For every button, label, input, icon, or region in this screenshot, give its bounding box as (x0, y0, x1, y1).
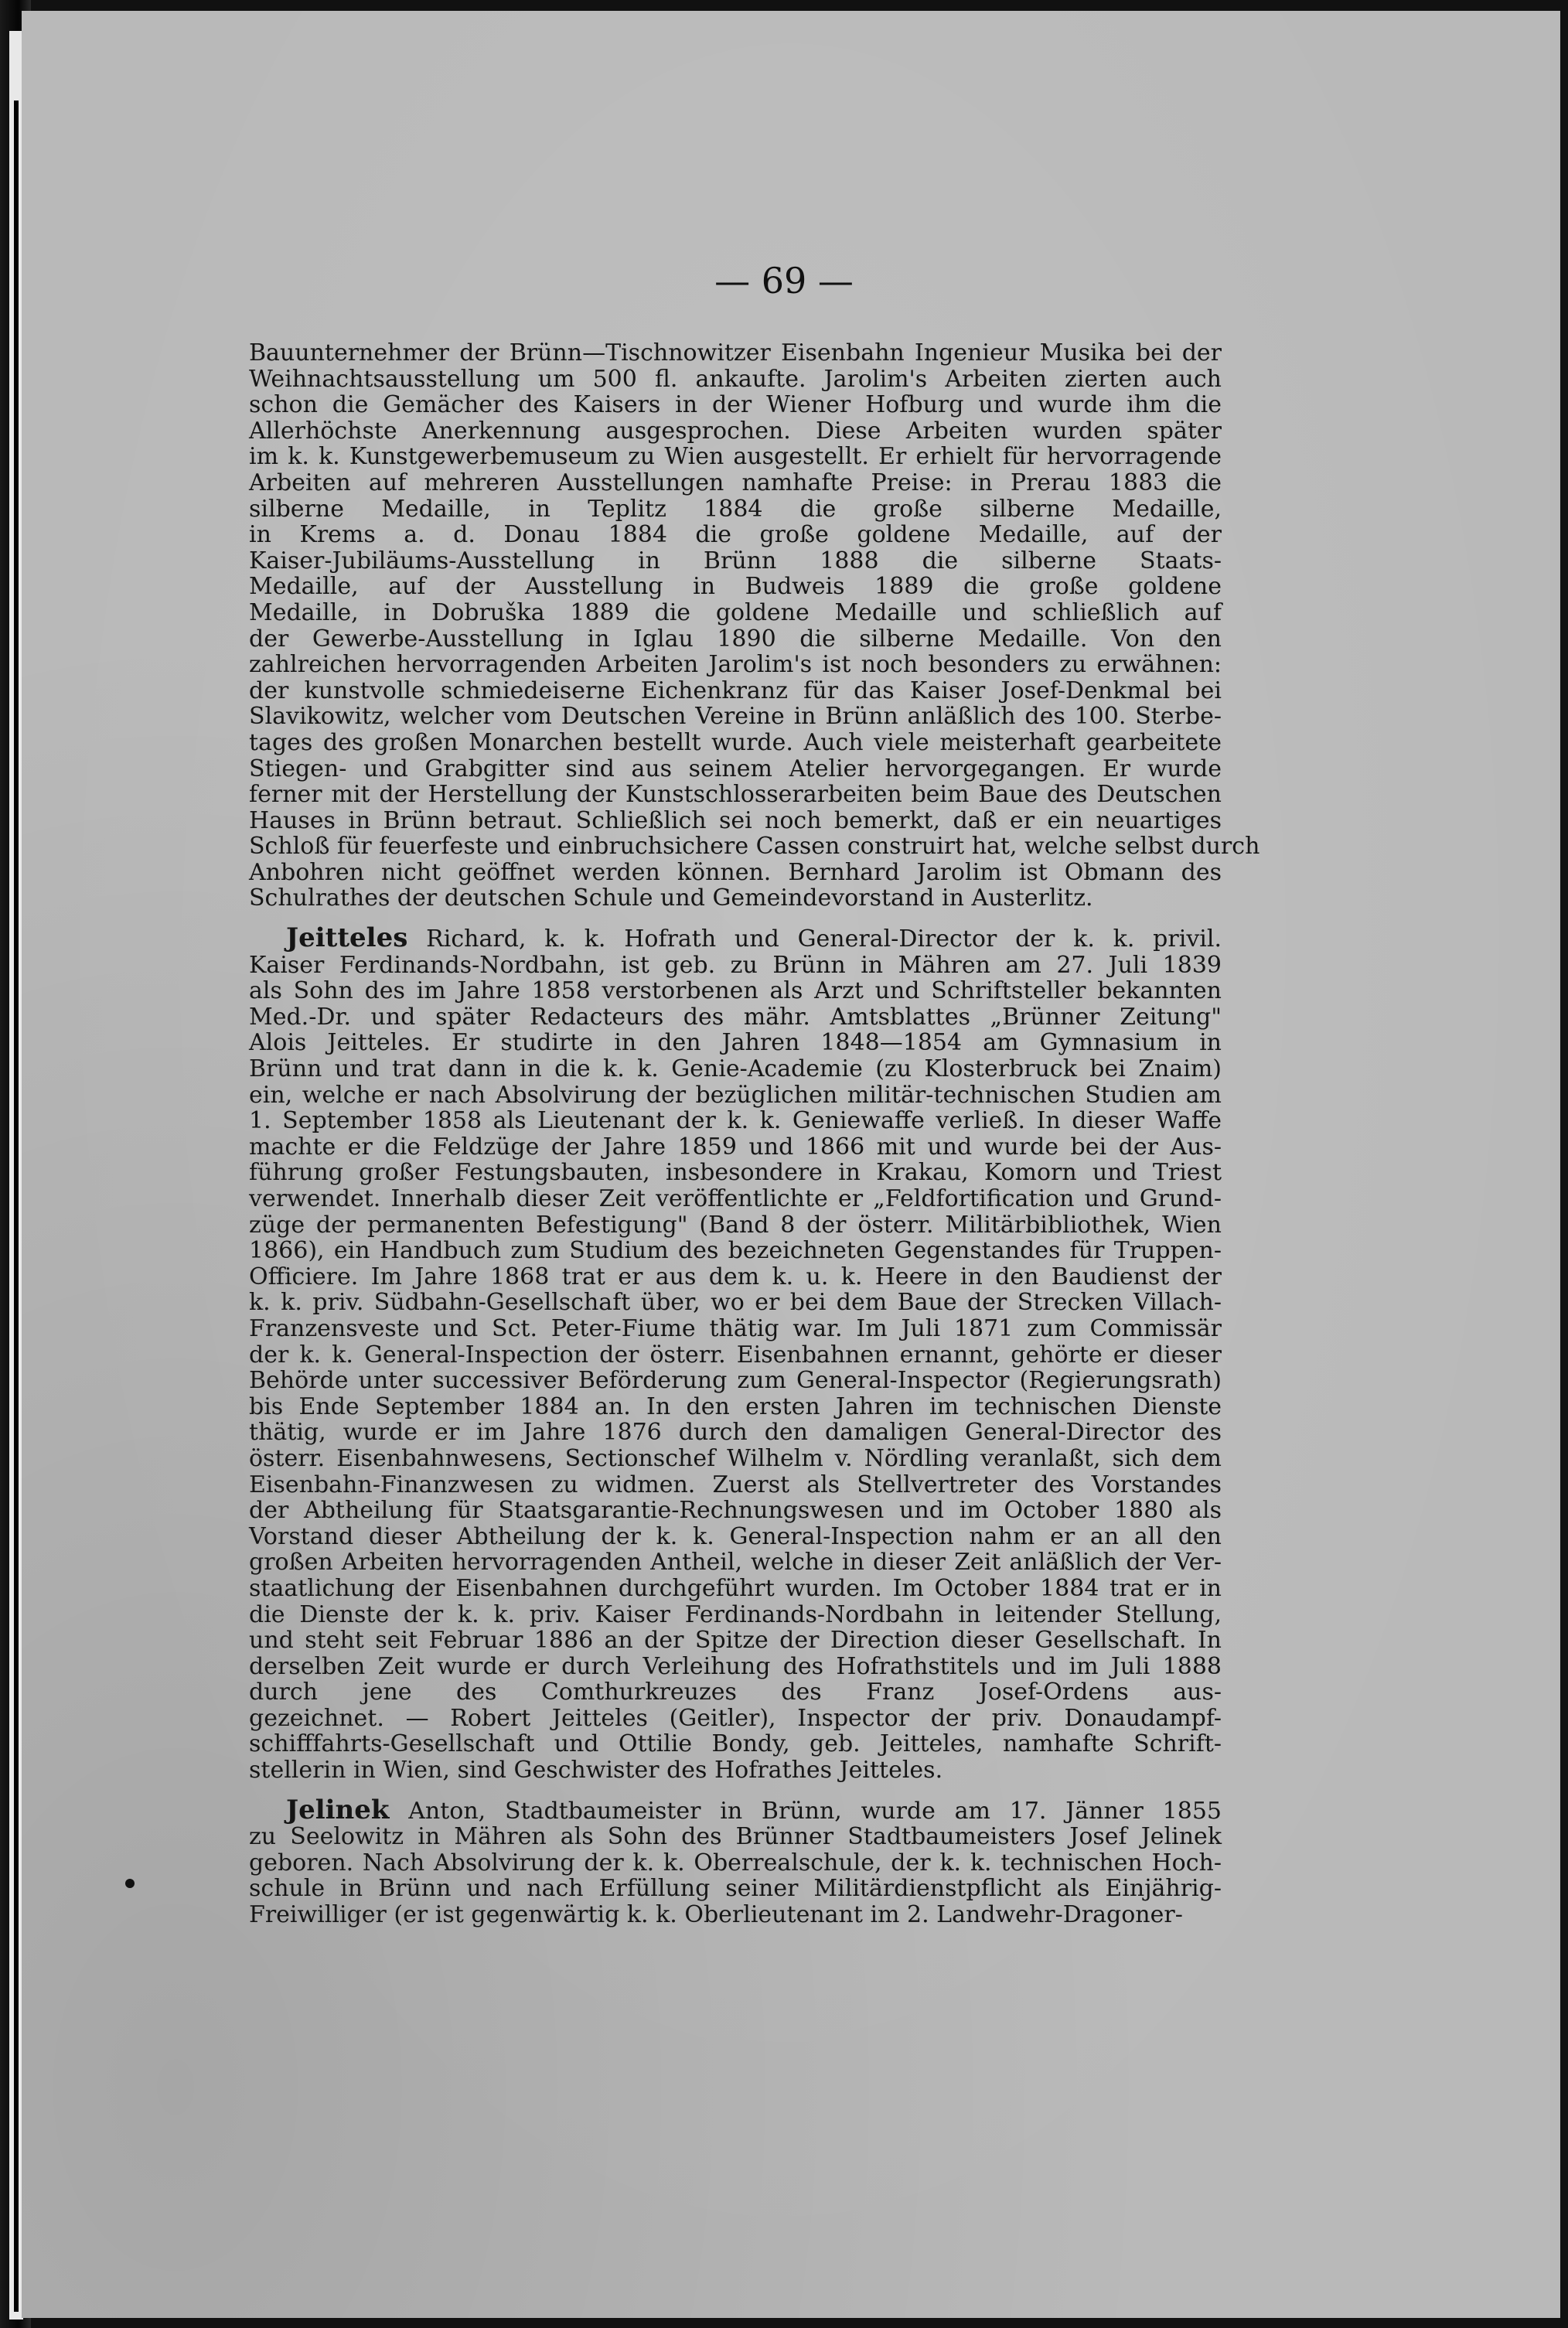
text-line: Vorstand dieser Abtheilung der k. k. General-Inspection nahm er an all den (249, 1522, 1222, 1550)
text-line: ein, welche er nach Absolvirung der bezüglichen militär-technischen Studien am (249, 1081, 1222, 1109)
text-line: Medaille, in Dobruška 1889 die goldene Medaille und schließlich auf (249, 598, 1222, 626)
text-line: die Dienste der k. k. priv. Kaiser Ferdinands-Nordbahn in leitender Stellung, (249, 1600, 1222, 1628)
text-line: Weihnachtsausstellung um 500 fl. ankaufte. Jarolim's Arbeiten zierten auch (249, 365, 1222, 393)
text-line: 1. September 1858 als Lieutenant der k. k. Geniewaffe verließ. In dieser Waffe (249, 1107, 1222, 1135)
text-line: Franzensveste und Sct. Peter-Fiume thätig war. Im Juli 1871 zum Commissär (249, 1314, 1222, 1342)
text-line: schifffahrts-Gesellschaft und Ottilie Bondy, geb. Jeitteles, namhafte Schrift- (249, 1730, 1222, 1758)
text-line: Officiere. Im Jahre 1868 trat er aus dem k. u. k. Heere in den Baudienst der (249, 1263, 1222, 1290)
text-line: Schloß für feuerfeste und einbruchsichere Cassen construirt hat, welche selbst durch (249, 833, 1260, 861)
text-line: im k. k. Kunstgewerbemuseum zu Wien ausgestellt. Er erhielt für hervorragende (249, 443, 1222, 471)
text-line: staatlichung der Eisenbahnen durchgeführt wurden. Im October 1884 trat er in (249, 1574, 1222, 1602)
text-line: Anbohren nicht geöffnet werden können. Bernhard Jarolim ist Obmann des (249, 858, 1222, 886)
text-line: züge der permanenten Befestigung" (Band 8 der österr. Militärbibliothek, Wien (249, 1211, 1222, 1239)
margin-mark (125, 1879, 135, 1888)
text-line: führung großer Festungsbauten, insbesondere in Krakau, Komorn und Triest (249, 1159, 1222, 1187)
text-line: österr. Eisenbahnwesens, Sectionschef Wilhelm v. Nördling veranlaßt, sich dem (249, 1444, 1222, 1472)
text-line: Slavikowitz, welcher vom Deutschen Vereine in Brünn anläßlich des 100. Sterbe- (249, 703, 1222, 731)
text-line: silberne Medaille, in Teplitz 1884 die große silberne Medaille, (249, 495, 1222, 523)
text-line: durch jene des Comthurkreuzes des Franz Josef-Ordens aus- (249, 1679, 1222, 1706)
text-line: Arbeiten auf mehreren Ausstellungen namhafte Preise: in Prerau 1883 die (249, 469, 1222, 496)
text-line: Behörde unter successiver Beförderung zum General-Inspector (Regierungsrath) (249, 1367, 1222, 1395)
text-line: und steht seit Februar 1886 an der Spitze der Direction dieser Gesellschaft. In (249, 1627, 1222, 1655)
text-line: der Abtheilung für Staatsgarantie-Rechnungswesen und im October 1880 als (249, 1497, 1222, 1525)
paragraph (249, 922, 1222, 1784)
text-line: Allerhöchste Anerkennung ausgesprochen. Diese Arbeiten wurden später (249, 417, 1222, 445)
text-line: in Krems a. d. Donau 1884 die große goldene Medaille, auf der (249, 521, 1222, 549)
text-line: der k. k. General-Inspection der österr. Eisenbahnen ernannt, gehörte er dieser (249, 1341, 1222, 1369)
text-line: gezeichnet. — Robert Jeitteles (Geitler), Inspector der priv. Donaudampf- (249, 1704, 1222, 1732)
text-line-content: Anton, Stadtbaumeister in Brünn, wurde am 17. Jänner 1855 (408, 1797, 1222, 1825)
text-line: machte er die Feldzüge der Jahre 1859 und 1866 mit und wurde bei der Aus- (249, 1133, 1222, 1161)
text-line: Eisenbahn-Finanzwesen zu widmen. Zuerst als Stellvertreter des Vorstandes (249, 1471, 1222, 1498)
entry-heading: Jelinek (286, 1794, 390, 1825)
text-line: Bauunternehmer der Brünn—Tischnowitzer Eisenbahn Ingenieur Musika bei der (249, 339, 1222, 366)
text-line: Med.-Dr. und später Redacteurs des mähr. Amtsblattes „Brünner Zeitung" (249, 1003, 1222, 1031)
text-line: Freiwilliger (er ist gegenwärtig k. k. Oberlieutenant im 2. Landwehr-Dragoner- (249, 1901, 1183, 1929)
text-line: der Gewerbe-Ausstellung in Iglau 1890 die silberne Medaille. Von den (249, 625, 1222, 653)
text-line: zahlreichen hervorragenden Arbeiten Jarolim's ist noch besonders zu erwähnen: (249, 651, 1222, 679)
body-text (249, 339, 1260, 1929)
text-line: bis Ende September 1884 an. In den ersten Jahren im technischen Dienste (249, 1392, 1222, 1420)
text-line: Stiegen- und Grabgitter sind aus seinem Atelier hervorgegangen. Er wurde (249, 755, 1222, 782)
text-line: Alois Jeitteles. Er studirte in den Jahren 1848—1854 am Gymnasium in (249, 1029, 1222, 1057)
text-line-content: Richard, k. k. Hofrath und General-Director der k. k. privil. (426, 925, 1222, 953)
text-line: thätig, wurde er im Jahre 1876 durch den damaligen General-Director des (249, 1419, 1222, 1447)
paragraph (249, 1794, 1222, 1929)
text-line: ferner mit der Herstellung der Kunstschlosserarbeiten beim Baue des Deutschen (249, 781, 1222, 809)
text-line: Brünn und trat dann in die k. k. Genie-Academie (zu Klosterbruck bei Znaim) (249, 1055, 1222, 1083)
text-line: als Sohn des im Jahre 1858 verstorbenen als Arzt und Schriftsteller bekannten (249, 977, 1222, 1005)
text-line: schule in Brünn und nach Erfüllung seiner Militärdienstpflicht als Einjährig- (249, 1875, 1222, 1903)
text-line: Kaiser Ferdinands-Nordbahn, ist geb. zu Brünn in Mähren am 27. Juli 1839 (249, 951, 1222, 979)
text-line: geboren. Nach Absolvirung der k. k. Oberrealschule, der k. k. technischen Hoch- (249, 1849, 1222, 1876)
text-line: schon die Gemächer des Kaisers in der Wiener Hofburg und wurde ihm die (249, 391, 1222, 419)
binding-spine-line (14, 101, 19, 2312)
text-line (249, 1794, 1222, 1825)
entry-heading: Jeitteles (286, 922, 408, 954)
text-line: Kaiser-Jubiläums-Ausstellung in Brünn 1888 die silberne Staats- (249, 547, 1222, 574)
text-line: Schulrathes der deutschen Schule und Gemeindevorstand in Austerlitz. (249, 885, 1093, 912)
text-line: Hauses in Brünn betraut. Schließlich sei noch bemerkt, daß er ein neuartiges (249, 806, 1222, 834)
text-line: 1866), ein Handbuch zum Studium des bezeichneten Gegenstandes für Truppen- (249, 1237, 1222, 1265)
text-line: Medaille, auf der Ausstellung in Budweis 1889 die große goldene (249, 573, 1222, 601)
text-line: der kunstvolle schmiedeiserne Eichenkranz für das Kaiser Josef-Denkmal bei (249, 677, 1222, 704)
text-line: derselben Zeit wurde er durch Verleihung des Hofrathstitels und im Juli 1888 (249, 1652, 1222, 1680)
text-line: zu Seelowitz in Mähren als Sohn des Brünner Stadtbaumeisters Josef Jelinek (249, 1823, 1222, 1851)
page-number: — 69 — (714, 260, 854, 302)
text-line: verwendet. Innerhalb dieser Zeit veröffentlichte er „Feldfortification und Grund- (249, 1185, 1222, 1212)
text-line: großen Arbeiten hervorragenden Antheil, welche in dieser Zeit anläßlich der Ver- (249, 1549, 1222, 1576)
text-line: k. k. priv. Südbahn-Gesellschaft über, wo er bei dem Baue der Strecken Villach- (249, 1289, 1222, 1317)
text-line: stellerin in Wien, sind Geschwister des Hofrathes Jeitteles. (249, 1757, 943, 1784)
text-line: tages des großen Monarchen bestellt wurde. Auch viele meisterhaft gearbeitete (249, 728, 1222, 756)
paragraph (249, 339, 1260, 912)
paragraph-gap (249, 1784, 1222, 1798)
text-line (249, 922, 1222, 954)
